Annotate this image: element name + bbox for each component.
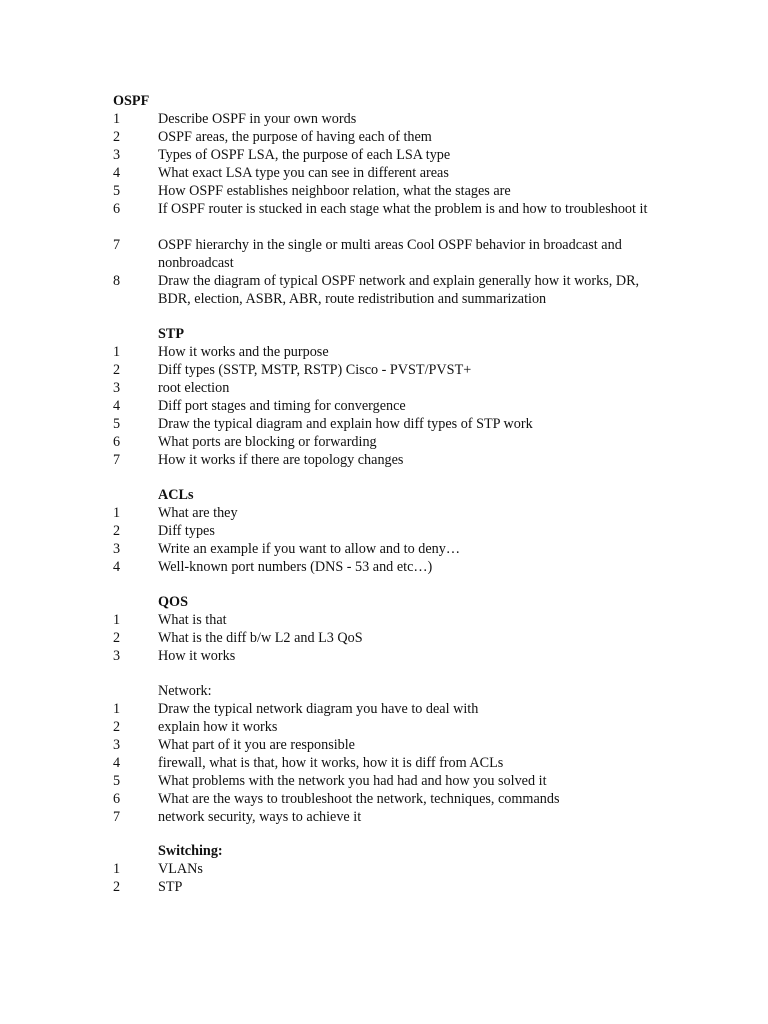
item-text: How it works if there are topology changes xyxy=(158,452,404,468)
item-text: Describe OSPF in your own words xyxy=(158,111,357,127)
item-text: Well-known port numbers (DNS - 53 and etc…) xyxy=(158,559,433,575)
item-text: How it works and the purpose xyxy=(158,344,329,360)
item-number: 1 xyxy=(113,344,121,360)
item-text: What exact LSA type you can see in different areas xyxy=(158,165,449,181)
item-text: Write an example if you want to allow and to deny… xyxy=(158,541,461,557)
item-number: 5 xyxy=(113,416,121,432)
item-text: root election xyxy=(158,380,230,396)
item-number: 2 xyxy=(113,719,121,735)
item-text: network security, ways to achieve it xyxy=(158,809,362,825)
item-text: Draw the typical diagram and explain how diff types of STP work xyxy=(158,416,533,432)
item-number: 3 xyxy=(113,147,121,163)
item-number: 5 xyxy=(113,773,121,789)
section-heading: OSPF xyxy=(113,93,150,109)
item-number: 4 xyxy=(113,398,121,414)
item-number: 3 xyxy=(113,541,121,557)
item-number: 2 xyxy=(113,630,121,646)
item-text: Diff types (SSTP, MSTP, RSTP) Cisco - PVST/PVST+ xyxy=(158,362,472,378)
item-text: VLANs xyxy=(158,861,203,877)
item-text: STP xyxy=(158,879,183,895)
item-number: 6 xyxy=(113,201,121,217)
item-text: Draw the diagram of typical OSPF network and explain generally how it works, DR, BDR, election, ASBR, ABR, route redistribution and summarization xyxy=(158,273,640,307)
section-heading: ACLs xyxy=(158,487,194,503)
item-text: Diff port stages and timing for convergence xyxy=(158,398,406,414)
item-text: Types of OSPF LSA, the purpose of each LSA type xyxy=(158,147,451,163)
item-text: Diff types xyxy=(158,523,215,539)
item-text: firewall, what is that, how it works, how it is diff from ACLs xyxy=(158,755,504,771)
item-number: 6 xyxy=(113,791,121,807)
item-number: 2 xyxy=(113,129,121,145)
section-heading: QOS xyxy=(158,594,188,610)
item-text: If OSPF router is stucked in each stage what the problem is and how to troubleshoot it xyxy=(158,201,648,217)
item-text: explain how it works xyxy=(158,719,278,735)
item-number: 2 xyxy=(113,362,121,378)
item-text: What problems with the network you had had and how you solved it xyxy=(158,773,547,789)
item-number: 3 xyxy=(113,737,121,753)
item-number: 2 xyxy=(113,523,121,539)
item-number: 1 xyxy=(113,861,121,877)
item-text: What are they xyxy=(158,505,238,521)
item-text: How it works xyxy=(158,648,236,664)
item-number: 5 xyxy=(113,183,121,199)
item-text: Draw the typical network diagram you have to deal with xyxy=(158,701,479,717)
item-number: 1 xyxy=(113,612,121,628)
item-number: 6 xyxy=(113,434,121,450)
section-heading: Network: xyxy=(158,683,212,699)
item-text: What part of it you are responsible xyxy=(158,737,355,753)
section-heading: STP xyxy=(158,326,185,342)
item-number: 1 xyxy=(113,111,121,127)
item-number: 7 xyxy=(113,809,121,825)
item-number: 7 xyxy=(113,452,121,468)
item-number: 1 xyxy=(113,505,121,521)
item-number: 3 xyxy=(113,648,121,664)
item-number: 4 xyxy=(113,559,121,575)
item-text: What is the diff b/w L2 and L3 QoS xyxy=(158,630,363,646)
item-number: 4 xyxy=(113,755,121,771)
item-text: What is that xyxy=(158,612,227,628)
item-number: 8 xyxy=(113,273,121,289)
section-heading: Switching: xyxy=(158,843,223,859)
item-text: What ports are blocking or forwarding xyxy=(158,434,377,450)
item-text: What are the ways to troubleshoot the network, techniques, commands xyxy=(158,791,560,807)
item-number: 4 xyxy=(113,165,121,181)
item-number: 1 xyxy=(113,701,121,717)
item-number: 3 xyxy=(113,380,121,396)
item-number: 7 xyxy=(113,237,121,253)
item-text: OSPF areas, the purpose of having each of them xyxy=(158,129,432,145)
item-number: 2 xyxy=(113,879,121,895)
item-text: OSPF hierarchy in the single or multi areas Cool OSPF behavior in broadcast and nonbroadcast xyxy=(158,237,622,271)
item-text: How OSPF establishes neighboor relation, what the stages are xyxy=(158,183,511,199)
